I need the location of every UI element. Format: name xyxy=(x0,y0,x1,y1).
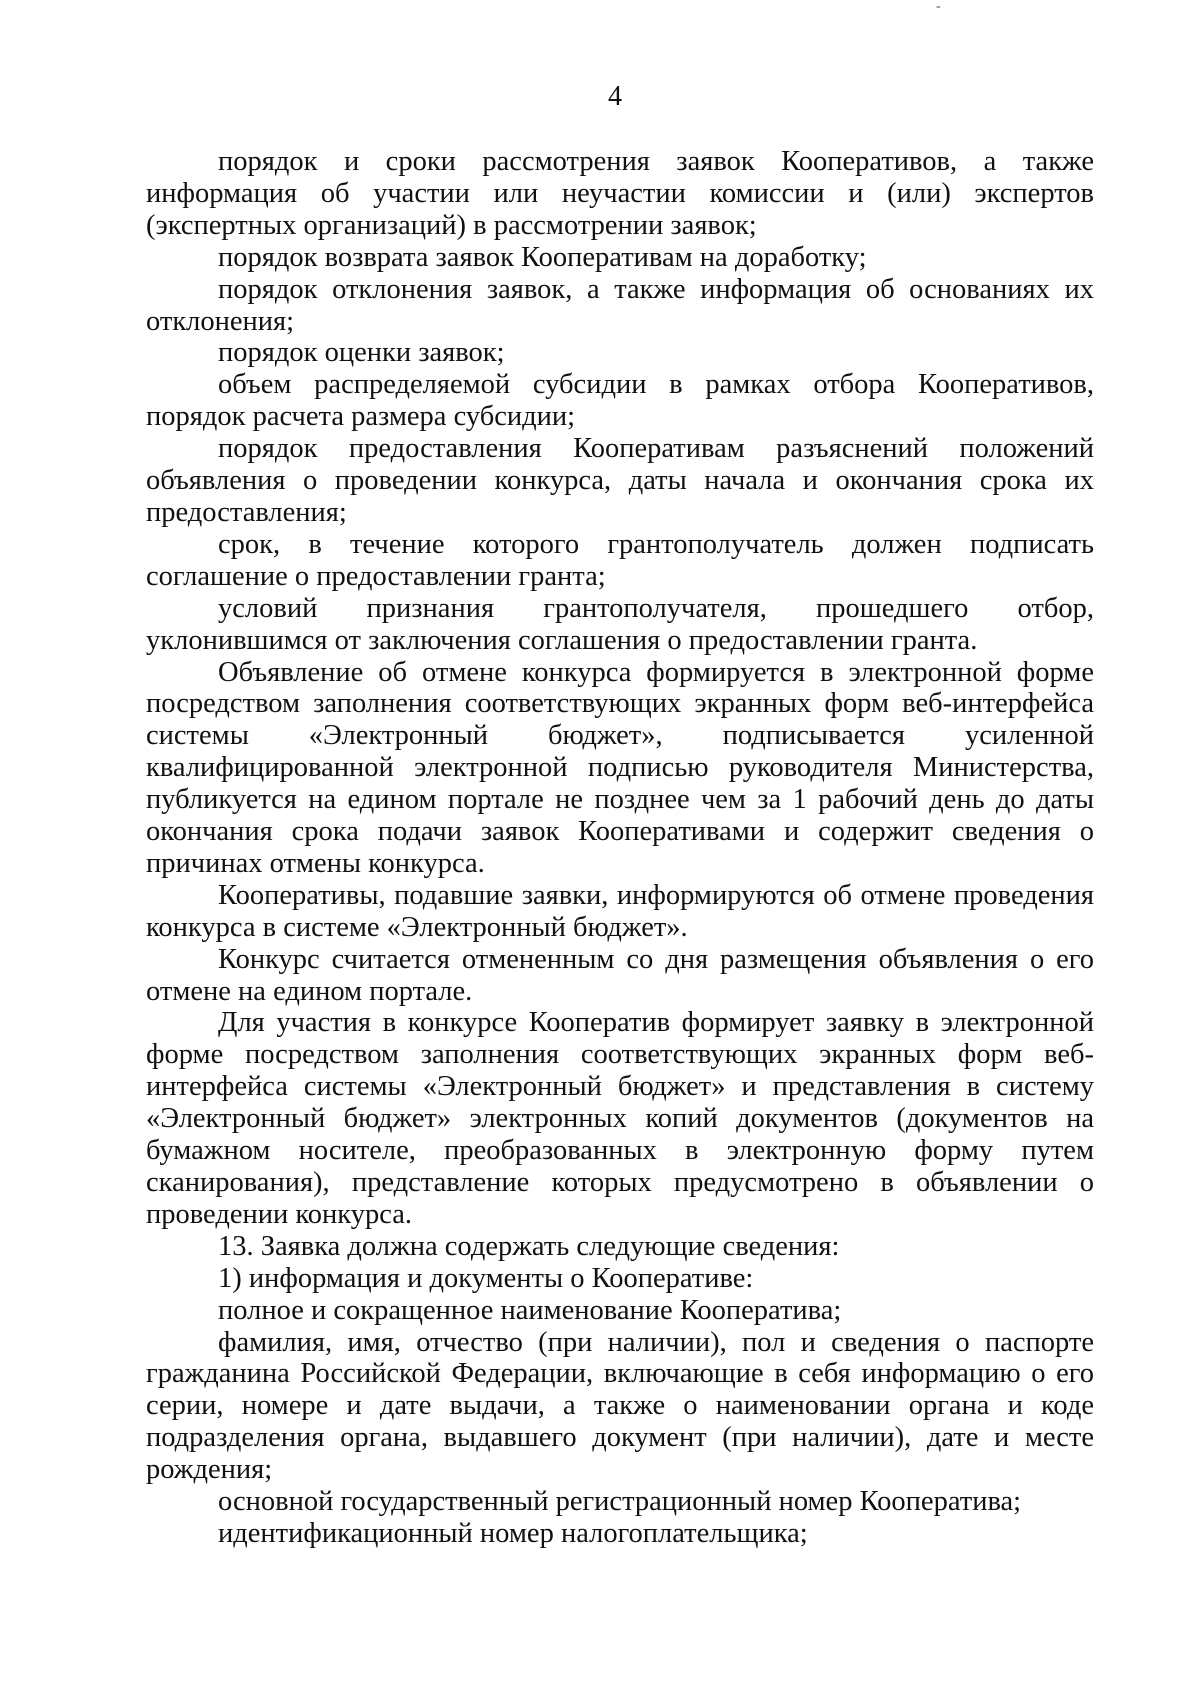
paragraph: порядок предоставления Кооперативам разъяснений положений объявления о проведении конкурса, даты начала и окончания срока их предоставления; xyxy=(146,433,1094,528)
paragraph: порядок возврата заявок Кооперативам на доработку; xyxy=(218,241,867,273)
paragraph: 13. Заявка должна содержать следующие сведения: xyxy=(218,1230,840,1262)
paragraph: 1) информация и документы о Кооперативе: xyxy=(218,1262,754,1294)
paragraph: порядок и сроки рассмотрения заявок Кооперативов, а также информация об участии или неучастии комиссии и (или) экспертов (экспертных организаций) в рассмотрении заявок; xyxy=(146,146,1094,241)
paragraph: порядок отклонения заявок, а также информация об основаниях их отклонения; xyxy=(146,273,1094,337)
paragraph: срок, в течение которого грантополучатель должен подписать соглашение о предоставлении гранта; xyxy=(146,528,1094,592)
paragraph: условий признания грантополучателя, прошедшего отбор, уклонившимся от заключения соглашения о предоставлении гранта. xyxy=(146,592,1094,656)
paragraph: полное и сокращенное наименование Кооператива; xyxy=(218,1294,842,1326)
paragraph: Для участия в конкурсе Кооператив формирует заявку в электронной форме посредством заполнения соответствующих экранных форм веб-интерфейса системы «Электронный бюджет» и представления в систему «Электронный бюджет» электронных копий документов (документов на бумажном носителе, преобразованных в электронную форму путем сканирования), представление которых предусмотрено в объявлении о проведении конкурса. xyxy=(146,1007,1094,1230)
paragraph: порядок оценки заявок; xyxy=(218,337,505,369)
paragraph: Конкурс считается отмененным со дня размещения объявления о его отмене на едином портале. xyxy=(146,943,1094,1007)
paragraph: объем распределяемой субсидии в рамках отбора Кооперативов, порядок расчета размера субсидии; xyxy=(146,369,1094,433)
paragraph: фамилия, имя, отчество (при наличии), пол и сведения о паспорте гражданина Российской Федерации, включающие в себя информацию о его серии, номере и дате выдачи, а также о наименовании органа и коде подразделения органа, выдавшего документ (при наличии), дате и месте рождения; xyxy=(146,1326,1094,1486)
document-body xyxy=(146,146,1094,1550)
paragraph: основной государственный регистрационный номер Кооператива; xyxy=(218,1486,1022,1518)
page-number: 4 xyxy=(608,81,622,112)
paragraph: Объявление об отмене конкурса формируется в электронной форме посредством заполнения соответствующих экранных форм веб-интерфейса системы «Электронный бюджет», подписывается усиленной квалифицированной электронной подписью руководителя Министерства, публикуется на едином портале не позднее чем за 1 рабочий день до даты окончания срока подачи заявок Кооперативами и содержит сведения о причинах отмены конкурса. xyxy=(146,656,1094,879)
paragraph: Кооперативы, подавшие заявки, информируются об отмене проведения конкурса в системе «Электронный бюджет». xyxy=(146,879,1094,943)
corner-mark: - xyxy=(936,0,941,14)
paragraph: идентификационный номер налогоплательщика; xyxy=(218,1517,808,1549)
